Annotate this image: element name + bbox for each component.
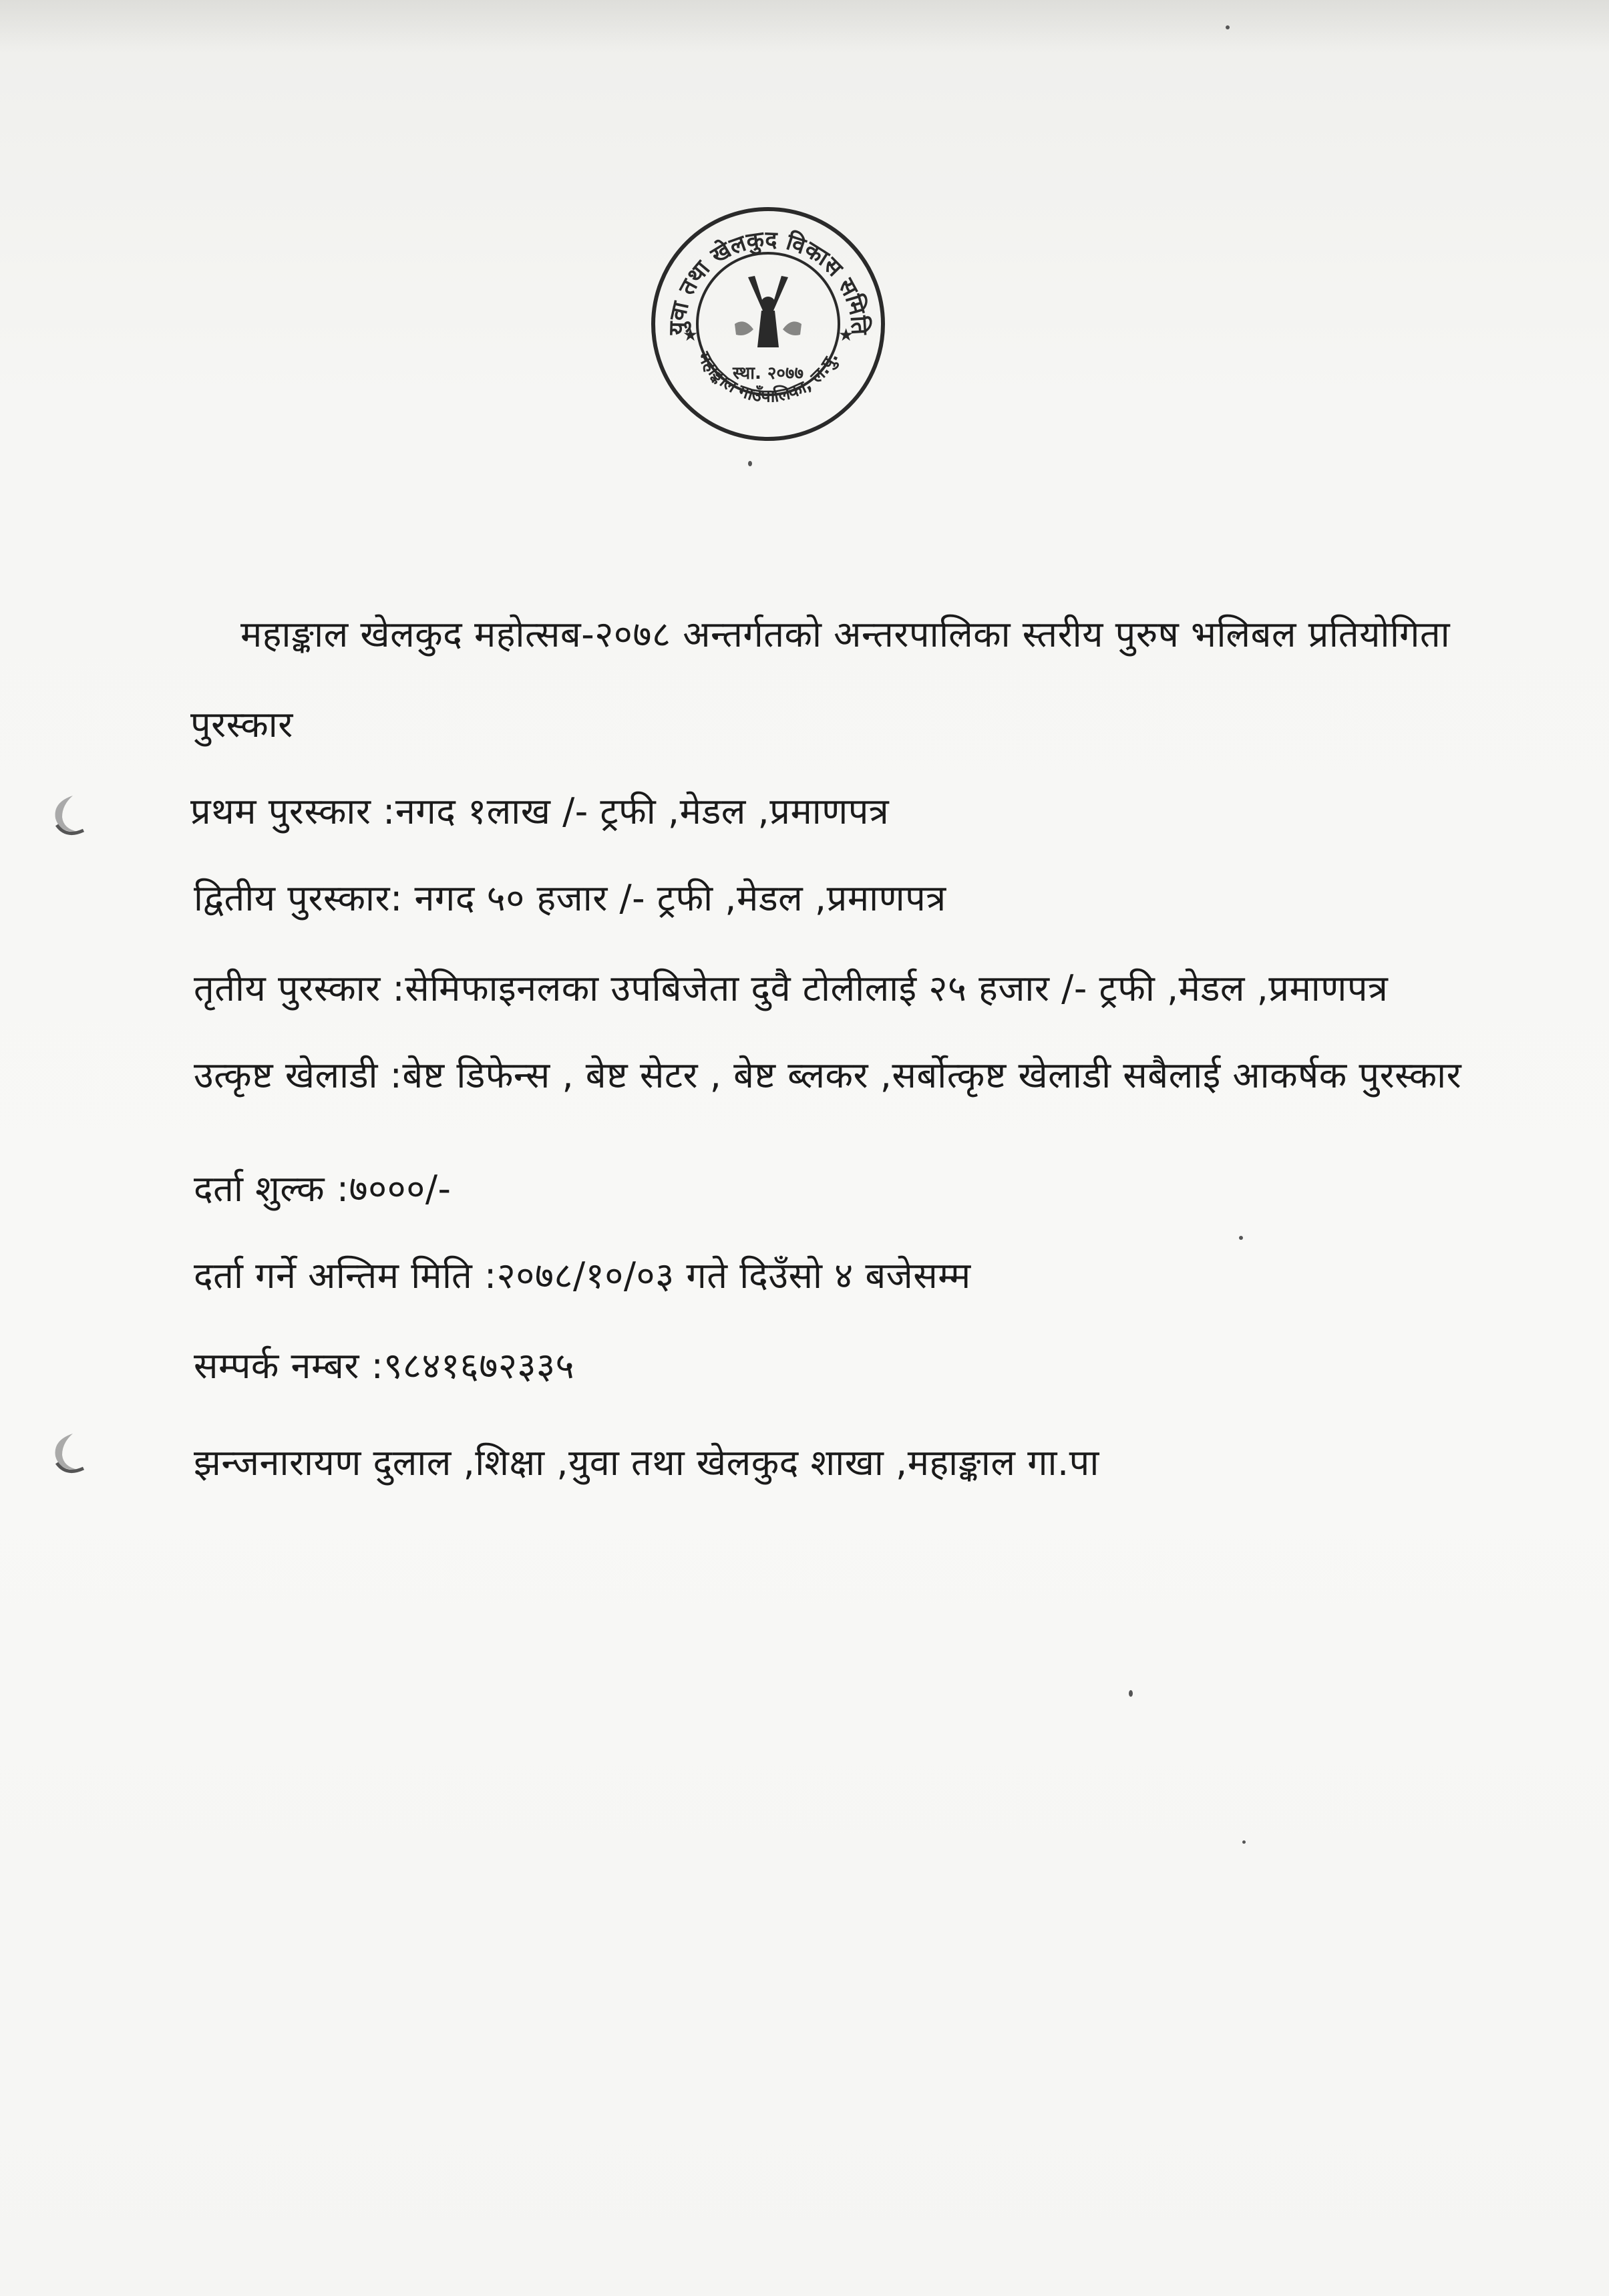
scan-speck — [1239, 1236, 1243, 1240]
best-player-awards: उत्कृष्ट खेलाडी :बेष्ट डिफेन्स , बेष्ट सेटर , बेष्ट ब्लकर ,सर्बोत्कृष्ट खेलाडी सबैलाई आकर्षक पुरस्कार — [194, 1054, 1462, 1096]
seal-graphic — [648, 204, 888, 444]
scan-speck — [1226, 25, 1230, 29]
contact-number: सम्पर्क नम्बर :९८४१६७२३३५ — [194, 1345, 575, 1387]
registration-deadline: दर्ता गर्ने अन्तिम मिति :२०७८/१०/०३ गते दिउँसो ४ बजेसम्म — [194, 1255, 971, 1297]
binder-hole-icon — [43, 1430, 90, 1476]
seal-star-left-icon: ★ — [683, 325, 699, 345]
contact-person: झन्जनारायण दुलाल ,शिक्षा ,युवा तथा खेलकुद शाखा ,महाङ्काल गा.पा — [194, 1442, 1099, 1484]
seal-outer-text: युवा तथा खेलकुद विकास समिति — [663, 226, 873, 336]
scan-speck — [1129, 1690, 1133, 1697]
scan-speck — [748, 461, 752, 466]
seal-established: स्था. २०७७ — [733, 363, 803, 383]
third-prize: तृतीय पुरस्कार :सेमिफाइनलका उपबिजेता दुवै टोलीलाई २५ हजार /- ट्रफी ,मेडल ,प्रमाणपत्र — [194, 967, 1389, 1009]
organization-seal — [648, 204, 888, 444]
seal-bottom-text: महाङ्काल गाउँपालिका, ल.पु. — [693, 349, 843, 407]
seal-star-right-icon: ★ — [838, 325, 854, 345]
prizes-heading: पुरस्कार — [190, 703, 293, 746]
first-prize: प्रथम पुरस्कार :नगद १लाख /- ट्रफी ,मेडल ,प्रमाणपत्र — [190, 790, 890, 832]
binder-hole-icon — [43, 792, 90, 838]
scan-speck — [1242, 1840, 1246, 1844]
athlete-figure-icon — [735, 276, 801, 347]
second-prize: द्वितीय पुरस्कार: नगद ५० हजार /- ट्रफी ,मेडल ,प्रमाणपत्र — [194, 877, 946, 919]
notice-title: महाङ्काल खेलकुद महोत्सब-२०७८ अन्तर्गतको अन्तरपालिका स्तरीय पुरुष भलिबल प्रतियोगिता — [240, 613, 1451, 655]
registration-fee: दर्ता शुल्क :७०००/- — [194, 1168, 452, 1210]
